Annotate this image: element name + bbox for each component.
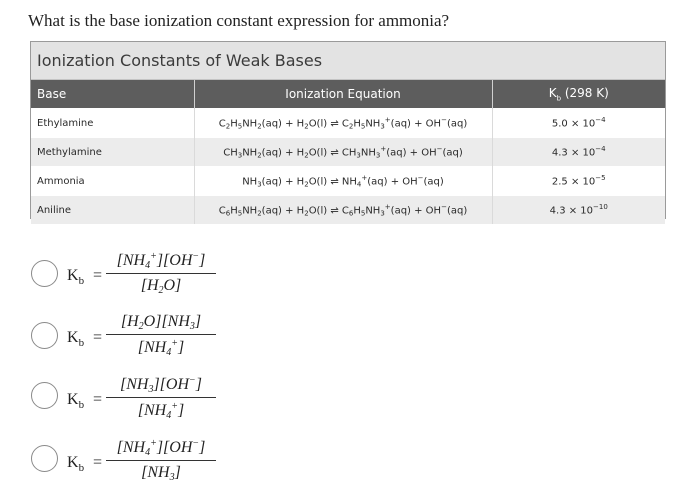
kb-value: $2.5 \times 10^{-5}$ bbox=[492, 167, 665, 196]
header-kb: $K_b$ (298 K) bbox=[492, 80, 665, 109]
answer-choice-2[interactable] bbox=[31, 313, 291, 365]
kb-value: $5.0 \times 10^{-4}$ bbox=[492, 109, 665, 138]
base-name: Ethylamine bbox=[31, 109, 194, 138]
fraction-numerator: $[NH_3][OH^-]$ bbox=[120, 375, 202, 395]
base-name: Ammonia bbox=[31, 167, 194, 196]
answer-choice-4[interactable] bbox=[31, 438, 291, 490]
radio-button-3[interactable] bbox=[31, 382, 58, 409]
equals-sign: = bbox=[93, 454, 103, 471]
ionization-constants-table bbox=[30, 41, 666, 219]
fraction-bar bbox=[106, 334, 216, 335]
kb-fraction bbox=[106, 251, 216, 296]
fraction-numerator: $[NH_4^+][OH^-]$ bbox=[116, 251, 206, 271]
ionization-equation: $CH_3NH_2(aq) + H_2O(l)$ ⇌ $CH_3NH_3^+(aq) + OH^-(aq)$ bbox=[194, 138, 492, 167]
table-header-row bbox=[31, 80, 665, 109]
equals-sign: = bbox=[93, 267, 103, 284]
kb-value: $4.3 \times 10^{-10}$ bbox=[492, 196, 665, 225]
fraction-bar bbox=[106, 397, 216, 398]
fraction-denominator: $[H_2O]$ bbox=[140, 277, 182, 296]
answer-choice-1[interactable] bbox=[31, 251, 291, 303]
ionization-equation: $C_6H_5NH_2(aq) + H_2O(l)$ ⇌ $C_6H_5NH_3^+(aq) + OH^-(aq)$ bbox=[194, 196, 492, 225]
ionization-equation: $NH_3(aq) + H_2O(l)$ ⇌ $NH_4^+(aq) + OH^-(aq)$ bbox=[194, 167, 492, 196]
kb-value: $4.3 \times 10^{-4}$ bbox=[492, 138, 665, 167]
fraction-denominator: $[NH_4^+]$ bbox=[137, 401, 185, 421]
fraction-bar bbox=[106, 460, 216, 461]
kb-fraction bbox=[106, 313, 216, 358]
kb-fraction bbox=[106, 375, 216, 421]
table-row bbox=[31, 138, 665, 167]
base-name: Methylamine bbox=[31, 138, 194, 167]
header-equation: Ionization Equation bbox=[194, 80, 492, 109]
fraction-denominator: $[NH_4^+]$ bbox=[137, 338, 185, 358]
kb-fraction bbox=[106, 438, 216, 483]
ionization-equation: $C_2H_5NH_2(aq) + H_2O(l)$ ⇌ $C_2H_5NH_3^+(aq) + OH^-(aq)$ bbox=[194, 109, 492, 138]
question-text: What is the base ionization constant expression for ammonia? bbox=[28, 11, 450, 30]
fraction-denominator: $[NH_3]$ bbox=[141, 464, 181, 483]
kb-label: $K_b$ bbox=[67, 391, 85, 411]
kb-label: $K_b$ bbox=[67, 267, 85, 287]
table-title: Ionization Constants of Weak Bases bbox=[31, 42, 665, 80]
radio-button-1[interactable] bbox=[31, 260, 58, 287]
header-base: Base bbox=[31, 80, 194, 109]
answer-choice-3[interactable] bbox=[31, 375, 291, 427]
equals-sign: = bbox=[93, 391, 103, 408]
equals-sign: = bbox=[93, 329, 103, 346]
base-name: Aniline bbox=[31, 196, 194, 225]
table-row bbox=[31, 167, 665, 196]
fraction-numerator: $[NH_4^+][OH^-]$ bbox=[116, 438, 206, 458]
table-row bbox=[31, 109, 665, 138]
fraction-numerator: $[H_2O][NH_3]$ bbox=[120, 313, 202, 332]
table-grid bbox=[31, 80, 665, 224]
kb-label: $K_b$ bbox=[67, 329, 85, 349]
radio-button-2[interactable] bbox=[31, 322, 58, 349]
fraction-bar bbox=[106, 273, 216, 274]
radio-button-4[interactable] bbox=[31, 445, 58, 472]
kb-label: $K_b$ bbox=[67, 454, 85, 474]
table-row bbox=[31, 196, 665, 225]
